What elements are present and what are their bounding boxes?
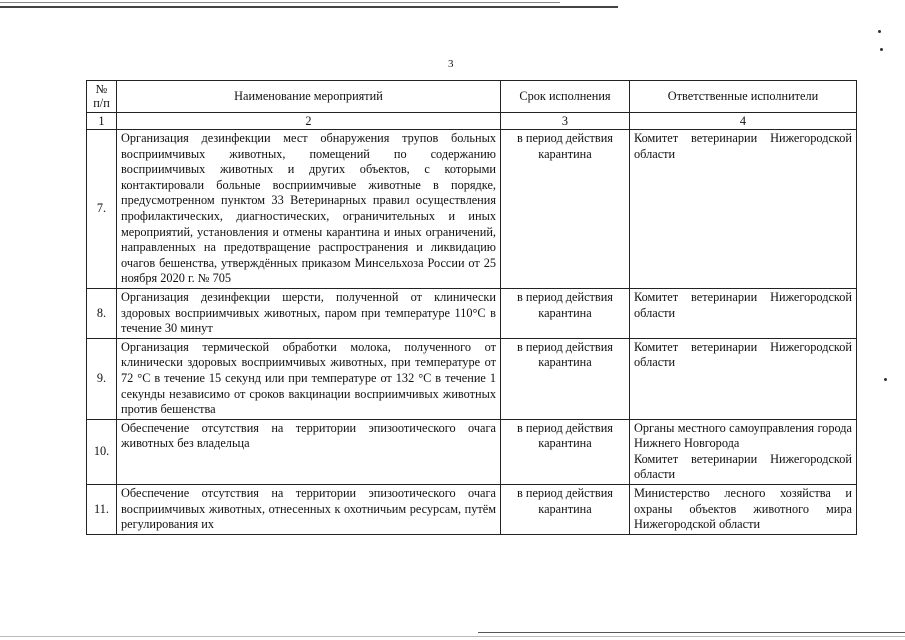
row-number: 7.: [87, 130, 117, 289]
measure-term: в период действия карантина: [501, 419, 630, 484]
row-number: 10.: [87, 419, 117, 484]
measure-name: [117, 485, 501, 535]
scan-bottom-line: [478, 632, 905, 633]
measure-responsible: [630, 130, 857, 289]
measures-table: [86, 80, 857, 535]
scan-artifact-dot: [878, 30, 881, 33]
measure-term: в период действия карантина: [501, 288, 630, 338]
column-index: 2: [117, 113, 501, 130]
table-row: [87, 485, 857, 535]
measure-term: в период действия карантина: [501, 338, 630, 419]
table-row: [87, 419, 857, 484]
responsible-org: Министерство лесного хозяйства и охраны объектов животного мира Нижегородской области: [634, 486, 852, 532]
responsible-org: Комитет ветеринарии Нижегородской области: [634, 131, 852, 161]
measure-term: в период действия карантина: [501, 485, 630, 535]
responsible-org: Комитет ветеринарии Нижегородской области: [634, 451, 852, 482]
measure-term: в период действия карантина: [501, 130, 630, 289]
row-number: 11.: [87, 485, 117, 535]
measure-responsible: [630, 485, 857, 535]
table-row: [87, 288, 857, 338]
measure-responsible: [630, 419, 857, 484]
measure-responsible: [630, 288, 857, 338]
row-number: 9.: [87, 338, 117, 419]
column-index: 4: [630, 113, 857, 130]
header-name: Наименование мероприятий: [117, 81, 501, 113]
measure-name: Организация дезинфекции шерсти, полученной от клинически здоровых восприимчивых животных, паром при температуре 110°С в течение 30 минут: [117, 288, 501, 338]
table-header-row: [87, 81, 857, 113]
column-index: 1: [87, 113, 117, 130]
row-number: 8.: [87, 288, 117, 338]
header-num: № п/п: [87, 81, 117, 113]
responsible-org: Комитет ветеринарии Нижегородской области: [634, 339, 852, 370]
measure-name: Организация термической обработки молока, полученного от клинически здоровых восприимчивых животных, при температуре от 72 °С в течение 15 секунд или при температуре от 132 °С в течение 1 секунды независимо от сроков вакцинации восприимчивых животных против бешенства: [117, 338, 501, 419]
measure-name: Обеспечение отсутствия на территории эпизоотического очага животных без владельца: [117, 419, 501, 484]
measure-name-text: Обеспечение отсутствия на территории эпизоотического очага восприимчивых животных, отнесенных к охотничьим ресурсам, путём регулирования их: [121, 486, 496, 532]
header-term: Срок исполнения: [501, 81, 630, 113]
header-responsible: Ответственные исполнители: [630, 81, 857, 113]
responsible-org: Комитет ветеринарии Нижегородской области: [634, 289, 852, 320]
scan-bottom-edge: [0, 636, 905, 637]
scan-artifact-dot: [884, 378, 887, 381]
table-row: [87, 338, 857, 419]
table-row: [87, 130, 857, 289]
measure-name: Организация дезинфекции мест обнаружения трупов больных восприимчивых животных, помещений по содержанию восприимчивых животных и других объектов, с которыми контактировали больные восприимчивые животные в порядке, предусмотренном пунктом 33 Ветеринарных правил осуществления профилактических, диагностических, ограничительных и иных мероприятий, установления и отмены карантина и иных ограничений, направленных на предотвращение распространения и ликвидацию очагов бешенства, утверждённых приказом Минсельхоза России от 25 ноября 2020 г. № 705: [117, 130, 501, 289]
scan-artifact-dot: [880, 48, 883, 51]
column-index: 3: [501, 113, 630, 130]
scan-top-line-thin: [0, 2, 560, 3]
scan-top-line: [0, 6, 618, 8]
measure-responsible: [630, 338, 857, 419]
column-index-row: [87, 113, 857, 130]
page-number: 3: [448, 58, 454, 70]
responsible-org: Органы местного самоуправления города Нижнего Новгорода: [634, 420, 852, 451]
